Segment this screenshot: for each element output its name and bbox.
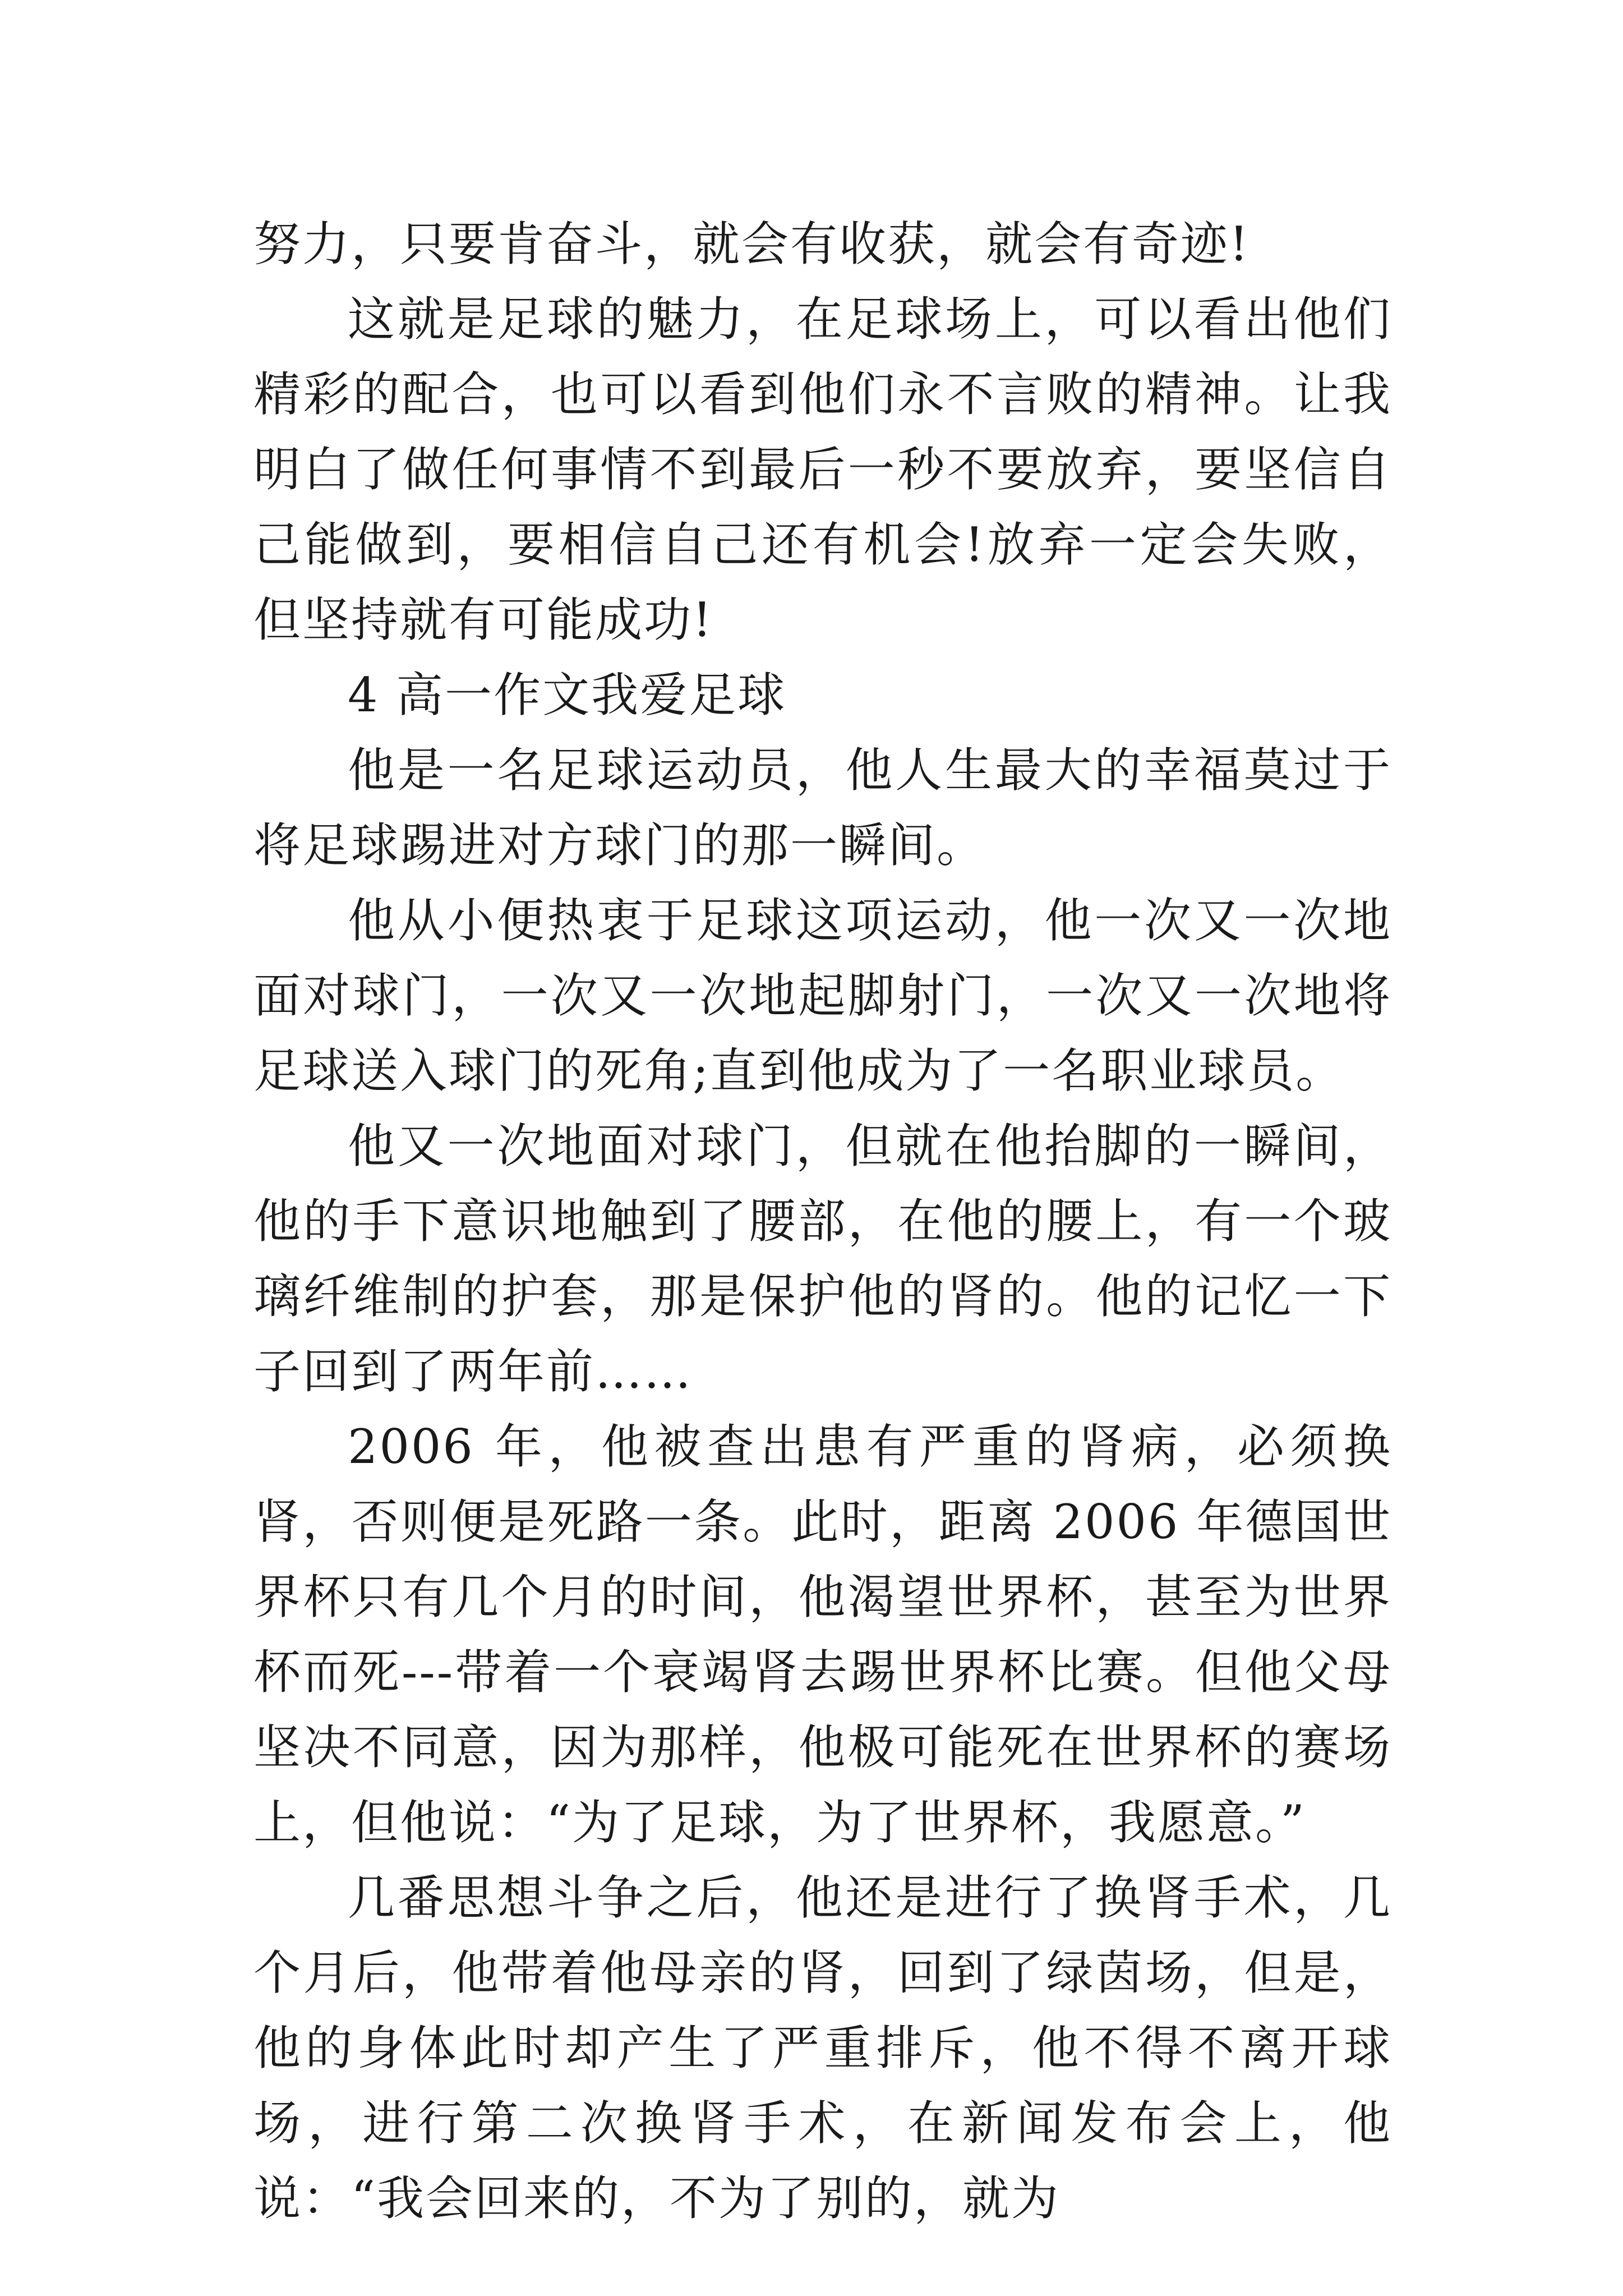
paragraph-5: 他又一次地面对球门，但就在他抬脚的一瞬间，他的手下意识地触到了腰部，在他的腰上，有一个玻璃纤维制的护套，那是保护他的肾的。他的记忆一下子回到了两年前…… [253,1119,1392,1399]
paragraph-6: 2006 年，他被查出患有严重的肾病，必须换肾，否则便是死路一条。此时，距离 2006 年德国世界杯只有几个月的时间，他渴望世界杯，甚至为世界杯而死---带着一个衰竭肾去踢世界杯比赛。但他父母坚决不同意，因为那样，他极可能死在世界杯的赛场上，但他说：“为了足球，为了世界杯，我愿意。” [253,1419,1392,1850]
document-body [253,206,1392,2236]
paragraph-7: 几番思想斗争之后，他还是进行了换肾手术，几个月后，他带着他母亲的肾，回到了绿茵场，但是，他的身体此时却产生了严重排斥，他不得不离开球场，进行第二次换肾手术，在新闻发布会上，他说：“我会回来的，不为了别的，就为 [253,1870,1392,2226]
paragraph-2: 这就是足球的魅力，在足球场上，可以看出他们精彩的配合，也可以看到他们永不言败的精神。让我明白了做任何事情不到最后一秒不要放弃，要坚信自己能做到，要相信自己还有机会!放弃一定会失败，但坚持就有可能成功! [253,292,1392,647]
section-heading: 4 高一作文我爱足球 [348,668,787,723]
paragraph-4: 他从小便热衷于足球这项运动，他一次又一次地面对球门，一次又一次地起脚射门，一次又一次地将足球送入球门的死角;直到他成为了一名职业球员。 [253,893,1392,1098]
paragraph-1: 努力，只要肯奋斗，就会有收获，就会有奇迹! [253,217,1250,272]
paragraph-3: 他是一名足球运动员，他人生最大的幸福莫过于将足球踢进对方球门的那一瞬间。 [253,743,1392,873]
